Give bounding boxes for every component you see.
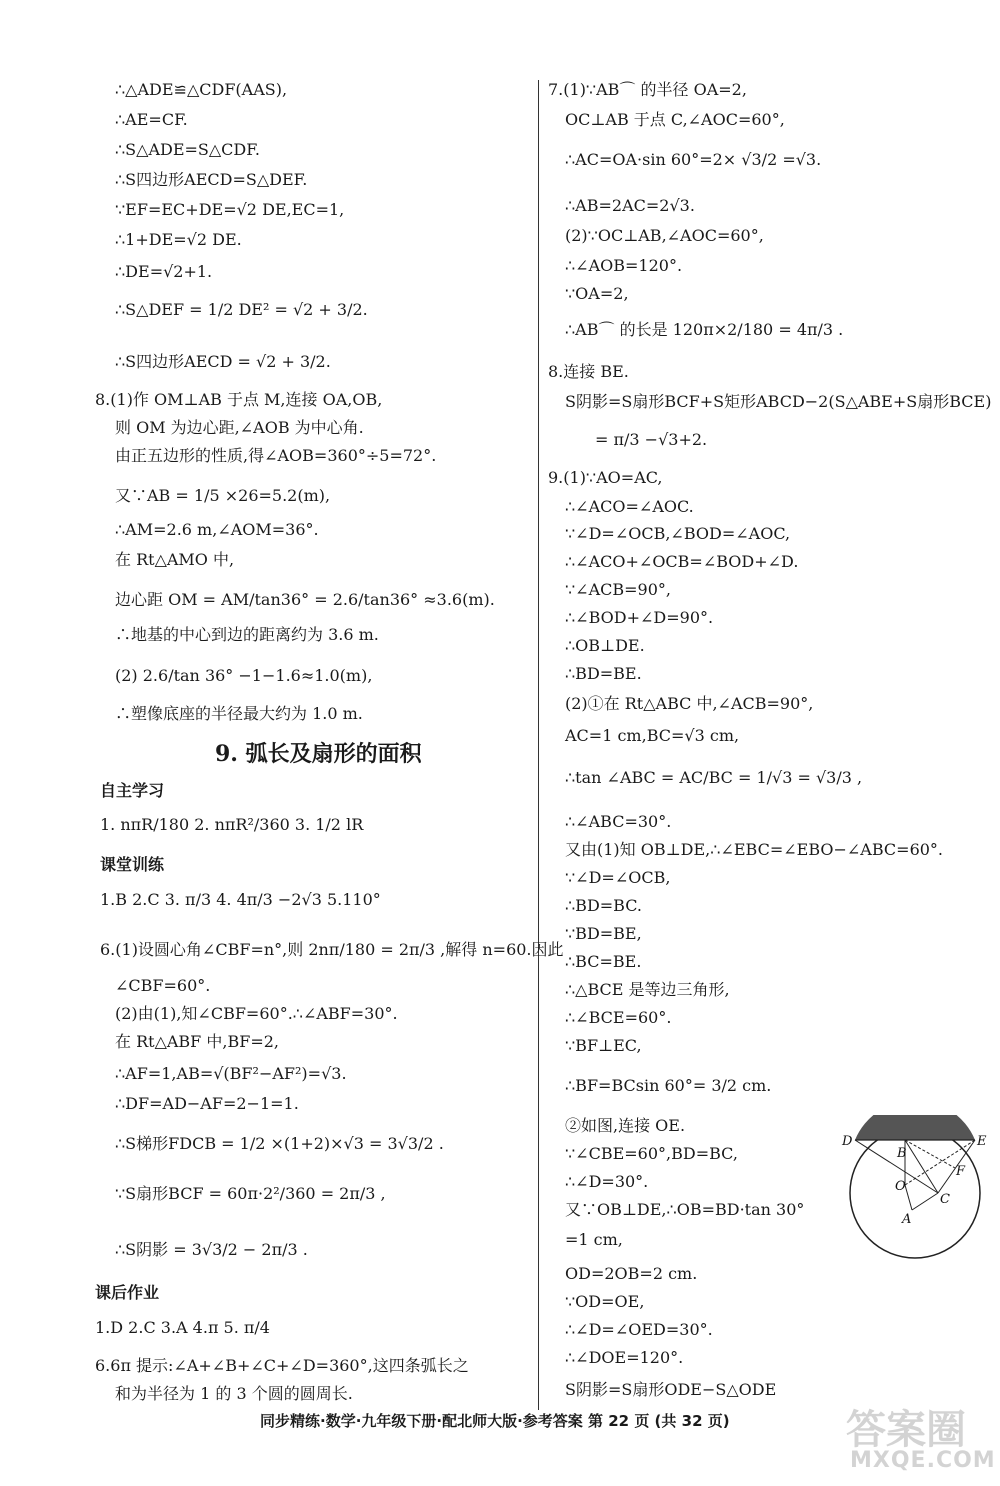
text-line: ∴AB⌒ 的长是 120π×2/180 = 4π/3 . (565, 320, 844, 339)
label-a: A (902, 1212, 912, 1227)
text-line: ∴S阴影 = 3√3/2 − 2π/3 . (115, 1240, 308, 1259)
text-line: 由正五边形的性质,得∠AOB=360°÷5=72°. (115, 446, 437, 465)
text-line: 在 Rt△AMO 中, (115, 550, 235, 569)
text-line: ∴1+DE=√2 DE. (115, 230, 242, 249)
text-line: ∴AC=OA·sin 60°=2× √3/2 =√3. (565, 150, 822, 169)
text-line: ∴∠ACO+∠OCB=∠BOD+∠D. (565, 552, 799, 571)
text-line: 6.6π 提示:∠A+∠B+∠C+∠D=360°,这四条弧长之 (95, 1356, 469, 1375)
text-line: 7.(1)∵AB⌒ 的半径 OA=2, (548, 80, 747, 99)
text-line: ∵OD=OE, (565, 1292, 645, 1311)
text-line: AC=1 cm,BC=√3 cm, (565, 726, 740, 745)
label-b: B (897, 1146, 907, 1161)
text-line: 1.B 2.C 3. π/3 4. 4π/3 −2√3 5.110° (100, 890, 381, 909)
text-line: ∴∠D=30°. (565, 1172, 649, 1191)
text-line: ∴△ADE≌△CDF(AAS), (115, 80, 288, 99)
text-line: ∴BD=BC. (565, 896, 642, 915)
text-line: 边心距 OM = AM/tan36° = 2.6/tan36° ≈3.6(m). (115, 590, 495, 609)
text-line: 1. nπR/180 2. nπR²/360 3. 1/2 lR (100, 815, 364, 834)
text-line: 8.(1)作 OM⊥AB 于点 M,连接 OA,OB, (95, 390, 383, 409)
text-line: ∵∠ACB=90°, (565, 580, 671, 599)
text-line: ∴tan ∠ABC = AC/BC = 1/√3 = √3/3 , (565, 768, 863, 787)
watermark-title: 答案圈 (846, 1407, 966, 1453)
text-line: OC⊥AB 于点 C,∠AOC=60°, (565, 110, 785, 129)
subsection-title: 课后作业 (95, 1283, 160, 1302)
text-line: ∴∠BCE=60°. (565, 1008, 672, 1027)
text-line: ∴S△DEF = 1/2 DE² = √2 + 3/2. (115, 300, 368, 319)
text-line: OD=2OB=2 cm. (565, 1264, 698, 1283)
text-line: ∴塑像底座的半径最大约为 1.0 m. (115, 704, 363, 723)
column-divider (538, 80, 539, 1410)
text-line: ∴S四边形AECD=S△DEF. (115, 170, 308, 189)
text-line: 在 Rt△ABF 中,BF=2, (115, 1032, 279, 1051)
text-line: = π/3 −√3+2. (595, 430, 708, 449)
text-line: ∴∠AOB=120°. (565, 256, 683, 275)
text-line: ∴BC=BE. (565, 952, 642, 971)
text-line: 9.(1)∵AO=AC, (548, 468, 663, 487)
text-line: ∵∠D=∠OCB,∠BOD=∠AOC, (565, 524, 791, 543)
text-line: ∴∠DOE=120°. (565, 1348, 684, 1367)
watermark-logo (836, 1398, 996, 1478)
text-line: ∴S四边形AECD = √2 + 3/2. (115, 352, 331, 371)
text-line: ∴DF=AD−AF=2−1=1. (115, 1094, 299, 1113)
shaded-segment (855, 1115, 975, 1140)
label-c: C (940, 1192, 950, 1207)
text-line: ∴AF=1,AB=√(BF²−AF²)=√3. (115, 1064, 347, 1083)
text-line: 和为半径为 1 的 3 个圆的圆周长. (115, 1384, 353, 1403)
text-line: (2)∵OC⊥AB,∠AOC=60°, (565, 226, 764, 245)
text-line: ∴∠ABC=30°. (565, 812, 672, 831)
text-line: S阴影=S扇形BCF+S矩形ABCD−2(S△ABE+S扇形BCE) (565, 392, 992, 411)
label-f: F (956, 1164, 966, 1179)
text-line: ∴∠D=∠OED=30°. (565, 1320, 713, 1339)
text-line: ∴∠ACO=∠AOC. (565, 497, 694, 516)
text-line: ∵∠D=∠OCB, (565, 868, 671, 887)
segment-ac (912, 1193, 938, 1210)
segment-bf (905, 1140, 955, 1168)
text-line: ∴AM=2.6 m,∠AOM=36°. (115, 520, 319, 539)
subsection-title: 课堂训练 (100, 855, 165, 874)
text-line: ∴AB=2AC=2√3. (565, 196, 695, 215)
text-line: ∴AE=CF. (115, 110, 188, 129)
text-line: ∴△BCE 是等边三角形, (565, 980, 730, 999)
watermark-url: MXQE.COM (850, 1448, 996, 1473)
text-line: ∵S扇形BCF = 60π·2²/360 = 2π/3 , (115, 1184, 386, 1203)
text-line: 6.(1)设圆心角∠CBF=n°,则 2nπ/180 = 2π/3 ,解得 n=60.因此 (100, 940, 564, 959)
text-line: ∵BD=BE, (565, 924, 642, 943)
text-line: 1.D 2.C 3.A 4.π 5. π/4 (95, 1318, 270, 1337)
text-line: S阴影=S扇形ODE−S△ODE (565, 1380, 777, 1399)
circle-figure (840, 1115, 990, 1265)
text-line: ∴BF=BCsin 60°= 3/2 cm. (565, 1076, 772, 1095)
page-footer: 同步精练·数学·九年级下册·配北师大版·参考答案 第 22 页 (共 32 页) (260, 1412, 730, 1430)
text-line: ∵BF⊥EC, (565, 1036, 642, 1055)
text-line: (2)①在 Rt△ABC 中,∠ACB=90°, (565, 694, 814, 713)
text-line: 则 OM 为边心距,∠AOB 为中心角. (115, 418, 364, 437)
text-line: ∴OB⊥DE. (565, 636, 645, 655)
text-line: ∵OA=2, (565, 284, 629, 303)
text-line: (2) 2.6/tan 36° −1−1.6≈1.0(m), (115, 666, 373, 685)
label-d: D (842, 1134, 853, 1149)
text-line: =1 cm, (565, 1230, 623, 1249)
text-line: 又由(1)知 OB⊥DE,∴∠EBC=∠EBO−∠ABC=60°. (565, 840, 944, 859)
text-line: ∴∠BOD+∠D=90°. (565, 608, 714, 627)
text-line: ∴DE=√2+1. (115, 262, 213, 281)
text-line: ∴地基的中心到边的距离约为 3.6 m. (115, 625, 379, 644)
text-line: ∠CBF=60°. (115, 976, 211, 995)
text-line: ∴S△ADE=S△CDF. (115, 140, 260, 159)
label-e: E (977, 1134, 987, 1149)
segment-bc (905, 1140, 938, 1193)
text-line: ②如图,连接 OE. (565, 1116, 686, 1135)
text-line: ∴BD=BE. (565, 664, 642, 683)
text-line: 8.连接 BE. (548, 362, 629, 381)
text-line: 又∵OB⊥DE,∴OB=BD·tan 30° (565, 1200, 805, 1219)
text-line: (2)由(1),知∠CBF=60°.∴∠ABF=30°. (115, 1004, 398, 1023)
section-heading: 9. 弧长及扇形的面积 (215, 741, 422, 767)
subsection-title: 自主学习 (100, 781, 165, 800)
text-line: ∵∠CBE=60°,BD=BC, (565, 1144, 738, 1163)
text-line: 又∵AB = 1/5 ×26=5.2(m), (115, 486, 331, 505)
segment-oa (905, 1185, 912, 1210)
circle-outline (850, 1128, 980, 1258)
text-line: ∴S梯形FDCB = 1/2 ×(1+2)×√3 = 3√3/2 . (115, 1134, 444, 1153)
text-line: ∵EF=EC+DE=√2 DE,EC=1, (115, 200, 345, 219)
label-o: O (895, 1179, 906, 1194)
